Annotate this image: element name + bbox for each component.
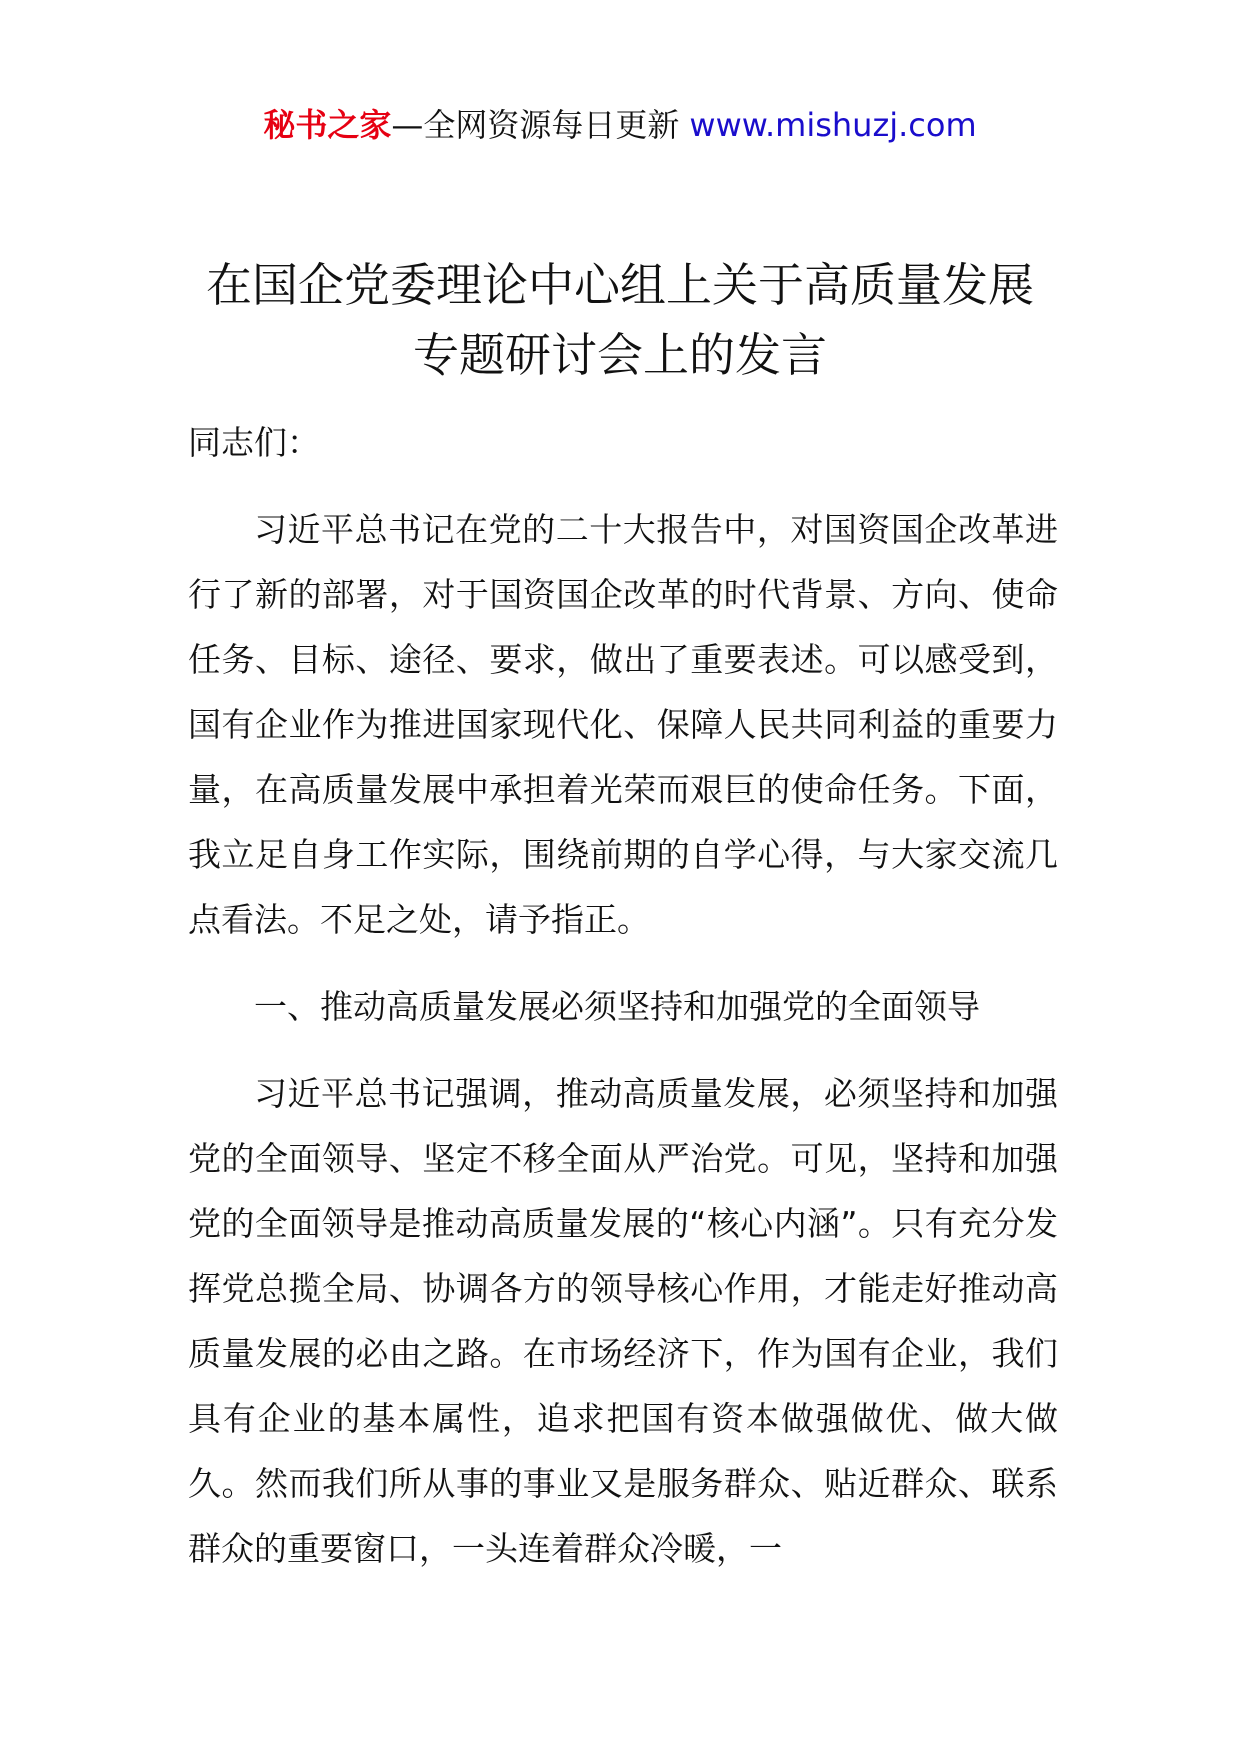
title-line-1: 在国企党委理论中心组上关于高质量发展 bbox=[206, 258, 1034, 312]
section-heading-1: 一、推动高质量发展必须坚持和加强党的全面领导 bbox=[254, 987, 980, 1026]
document-title bbox=[0, 250, 1240, 390]
paragraph-intro: 习近平总书记在党的二十大报告中，对国资国企改革进行了新的部署，对于国资国企改革的时代背景、方向、使命任务、目标、途径、要求，做出了重要表述。可以感受到，国有企业作为推进国家现代化、保障人民共同利益的重要力量，在高质量发展中承担着光荣而艰巨的使命任务。下面，我立足自身工作实际，围绕前期的自学心得，与大家交流几点看法。不足之处，请予指正。 bbox=[188, 510, 1058, 939]
site-brand: 秘书之家 bbox=[263, 106, 392, 144]
document-body bbox=[188, 410, 1058, 1581]
site-header bbox=[0, 98, 1240, 152]
paragraph-section-1: 习近平总书记强调，推动高质量发展，必须坚持和加强党的全面领导、坚定不移全面从严治党。可见，坚持和加强党的全面领导是推动高质量发展的“核心内涵”。只有充分发挥党总揽全局、协调各方的领导核心作用，才能走好推动高质量发展的必由之路。在市场经济下，作为国有企业，我们具有企业的基本属性，追求把国有资本做强做优、做大做久。然而我们所从事的事业又是服务群众、贴近群众、联系群众的重要窗口，一头连着群众冷暖，一 bbox=[188, 1074, 1058, 1568]
salutation: 同志们： bbox=[188, 423, 320, 462]
title-line-2: 专题研讨会上的发言 bbox=[413, 328, 827, 382]
site-tagline: —全网资源每日更新 bbox=[391, 106, 680, 144]
site-url-link[interactable]: www.mishuzj.com bbox=[689, 106, 977, 144]
